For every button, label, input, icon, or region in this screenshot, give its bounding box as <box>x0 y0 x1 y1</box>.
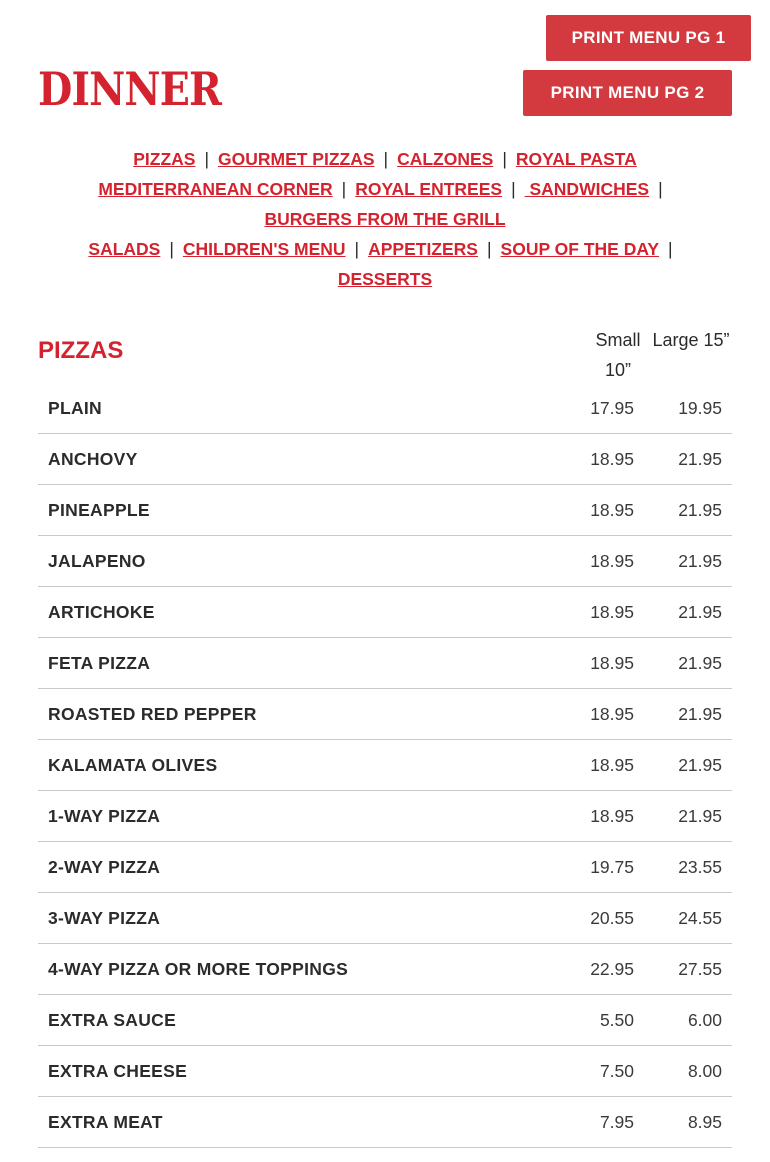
menu-item-name: PLAIN <box>48 397 102 418</box>
menu-item-row <box>38 638 732 689</box>
price-small: 7.95 <box>599 1111 634 1132</box>
menu-item-name: EXTRA CHEESE <box>48 1060 188 1081</box>
nav-link-childrens-menu[interactable]: CHILDREN'S MENU <box>182 239 346 259</box>
nav-link-desserts[interactable]: DESSERTS <box>337 269 433 289</box>
price-large: 21.95 <box>678 805 722 826</box>
nav-separator: | <box>668 239 673 259</box>
price-small: 19.75 <box>590 856 634 877</box>
menu-item-name: 1-WAY PIZZA <box>48 805 161 826</box>
price-small: 18.95 <box>590 652 634 673</box>
price-large: 23.55 <box>678 856 722 877</box>
menu-list <box>38 383 732 1148</box>
nav-separator: | <box>486 239 492 259</box>
page-title: DINNER <box>38 62 222 116</box>
nav-line-1 <box>38 144 732 174</box>
nav-separator: | <box>169 239 174 259</box>
nav-separator: | <box>511 179 516 199</box>
nav-link-mediterranean-corner[interactable]: MEDITERRANEAN CORNER <box>98 179 333 199</box>
column-header-large: Large 15” <box>652 330 730 350</box>
menu-item-name: ARTICHOKE <box>48 601 155 622</box>
menu-item-name: JALAPENO <box>48 550 146 571</box>
nav-link-soup-of-the-day[interactable]: SOUP OF THE DAY <box>500 239 660 259</box>
nav-link-gourmet-pizzas[interactable]: GOURMET PIZZAS <box>218 149 375 169</box>
menu-item-name: KALAMATA OLIVES <box>48 754 218 775</box>
menu-item-name: 4-WAY PIZZA OR MORE TOPPINGS <box>48 958 349 979</box>
price-large: 21.95 <box>678 601 722 622</box>
nav-separator: | <box>383 149 389 169</box>
menu-item-name: FETA PIZZA <box>48 652 151 673</box>
menu-item-row <box>38 842 732 893</box>
nav-separator: | <box>341 179 347 199</box>
price-small: 18.95 <box>590 601 634 622</box>
nav-link-appetizers[interactable]: APPETIZERS <box>368 239 478 259</box>
nav-link-royal-entrees[interactable]: ROYAL ENTREES <box>355 179 503 199</box>
price-large: 27.55 <box>678 958 722 979</box>
price-large: 8.00 <box>687 1060 722 1081</box>
nav-line-4 <box>38 234 732 264</box>
menu-item-row <box>38 536 732 587</box>
price-large: 21.95 <box>678 652 722 673</box>
menu-item-name: ROASTED RED PEPPER <box>48 703 257 724</box>
menu-item-row <box>38 689 732 740</box>
price-small: 7.50 <box>599 1060 634 1081</box>
menu-item-row <box>38 485 732 536</box>
price-small: 18.95 <box>590 703 634 724</box>
price-large: 24.55 <box>678 907 722 928</box>
menu-item-row <box>38 791 732 842</box>
price-small: 18.95 <box>590 754 634 775</box>
price-large: 21.95 <box>678 550 722 571</box>
price-large: 8.95 <box>687 1111 722 1132</box>
price-small: 18.95 <box>590 499 634 520</box>
section-title: PIZZAS <box>38 337 124 364</box>
price-large: 21.95 <box>678 754 722 775</box>
menu-item-row <box>38 995 732 1046</box>
menu-item-row <box>38 1097 732 1148</box>
nav-line-2 <box>38 174 732 204</box>
category-nav <box>38 144 732 294</box>
price-small: 18.95 <box>590 805 634 826</box>
nav-link-salads[interactable]: SALADS <box>88 239 161 259</box>
menu-item-name: ANCHOVY <box>48 448 138 469</box>
price-small: 17.95 <box>590 397 634 418</box>
menu-item-name: PINEAPPLE <box>48 499 150 520</box>
menu-item-row <box>38 587 732 638</box>
price-large: 6.00 <box>687 1009 722 1030</box>
nav-line-3 <box>38 204 732 234</box>
price-large: 21.95 <box>678 499 722 520</box>
menu-item-row <box>38 383 732 434</box>
nav-separator: | <box>502 149 507 169</box>
price-large: 21.95 <box>678 703 722 724</box>
nav-line-5 <box>38 264 732 294</box>
nav-separator: | <box>658 179 663 199</box>
print-menu-pg2-button[interactable]: PRINT MENU PG 2 <box>523 70 732 116</box>
price-small: 22.95 <box>590 958 634 979</box>
nav-link-royal-pasta[interactable]: ROYAL PASTA <box>515 149 637 169</box>
menu-item-row <box>38 434 732 485</box>
price-small: 5.50 <box>599 1009 634 1030</box>
price-small: 18.95 <box>590 448 634 469</box>
column-header-small: Small 10” <box>595 330 641 380</box>
menu-item-row <box>38 740 732 791</box>
price-large: 19.95 <box>678 397 722 418</box>
menu-item-row <box>38 893 732 944</box>
nav-separator: | <box>204 149 209 169</box>
menu-item-name: EXTRA MEAT <box>48 1111 163 1132</box>
menu-item-row <box>38 1046 732 1097</box>
menu-item-name: EXTRA SAUCE <box>48 1009 177 1030</box>
menu-item-row <box>38 944 732 995</box>
menu-item-name: 3-WAY PIZZA <box>48 907 161 928</box>
price-small: 18.95 <box>590 550 634 571</box>
menu-item-name: 2-WAY PIZZA <box>48 856 161 877</box>
price-small: 20.55 <box>590 907 634 928</box>
nav-link-calzones[interactable]: CALZONES <box>397 149 494 169</box>
nav-link-burgers-from-the-grill[interactable]: BURGERS FROM THE GRILL <box>264 209 506 229</box>
nav-separator: | <box>354 239 360 259</box>
nav-link-sandwiches[interactable]: SANDWICHES <box>524 179 650 199</box>
price-large: 21.95 <box>678 448 722 469</box>
nav-link-pizzas[interactable]: PIZZAS <box>133 149 196 169</box>
print-menu-pg1-button[interactable]: PRINT MENU PG 1 <box>546 15 751 61</box>
